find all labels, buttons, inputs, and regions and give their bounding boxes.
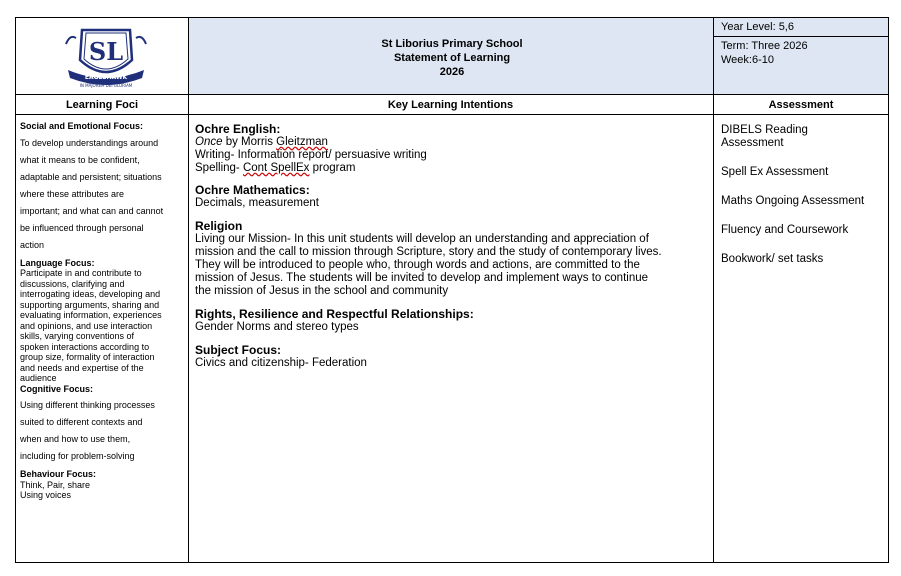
language-line: and needs and expertise of the [20, 362, 144, 373]
english-spelling [195, 162, 715, 175]
english-heading: Ochre English: [195, 122, 281, 136]
maths-text: Decimals, measurement [195, 197, 319, 209]
rights-heading: Rights, Resilience and Respectful Relationships: [195, 307, 474, 321]
week: Week:6-10 [721, 54, 774, 66]
fluency-assessment: Fluency and Coursework [721, 224, 849, 236]
school-crest-logo [56, 24, 156, 92]
spellex-assessment: Spell Ex Assessment [721, 166, 829, 178]
social-line: be influenced through personal [20, 222, 144, 233]
cognitive-line: Using different thinking processes [20, 400, 155, 410]
social-line: adaptable and persistent; situations [20, 171, 162, 182]
school-name: St Liborius Primary School [381, 38, 523, 50]
dibels-assessment-cont: Assessment [721, 137, 784, 149]
religion-line: mission of Jesus. The students will be invited to develop and implement ways to continue [195, 272, 649, 284]
language-line: interrogating ideas, developing and [20, 289, 161, 299]
key-learning-heading: Key Learning Intentions [387, 99, 514, 111]
language-line: Participate in and contribute to [20, 268, 142, 278]
novel-title: Once [195, 136, 223, 148]
religion-line: Living our Mission- In this unit students will develop an understanding and appreciation of [195, 233, 649, 245]
document-year: 2026 [439, 66, 465, 78]
dibels-assessment: DIBELS Reading [721, 124, 808, 136]
behaviour-focus-heading: Behaviour Focus: [20, 469, 97, 479]
crest-motto-top: EAGLEHAWK [84, 74, 128, 81]
subject-heading: Subject Focus: [195, 343, 282, 357]
english-writing: Writing- Information report/ persuasive writing [195, 149, 427, 161]
maths-heading: Ochre Mathematics: [195, 183, 310, 197]
header-title-block [190, 37, 714, 79]
novel-by: by Morris [222, 136, 277, 148]
social-line: what it means to be confident, [20, 154, 140, 165]
maths-assessment: Maths Ongoing Assessment [721, 195, 865, 207]
english-novel [195, 136, 715, 149]
assessment-heading: Assessment [768, 99, 834, 111]
language-line: evaluating information, experiences [20, 310, 162, 320]
spelling-prefix: Spelling- [195, 162, 243, 174]
row-divider [16, 114, 888, 115]
row-divider [16, 94, 888, 95]
language-line: and opinions, and use interaction [20, 320, 153, 331]
language-line: group size, formality of interaction [20, 352, 155, 362]
religion-heading: Religion [195, 219, 243, 233]
language-focus-heading: Language Focus: [20, 257, 95, 268]
religion-line: They will be introduced to people who, through words and actions, are committed to the [195, 259, 640, 271]
social-line: important; and what can and cannot [20, 205, 164, 216]
learning-foci-content [20, 121, 186, 501]
language-line: audience [20, 373, 57, 383]
novel-author: Gleitzman [276, 136, 328, 148]
crest-initials: SL [88, 37, 124, 66]
key-learning-content [195, 123, 715, 370]
bookwork-assessment: Bookwork/ set tasks [721, 253, 824, 265]
social-emotional-heading: Social and Emotional Focus: [20, 121, 144, 131]
language-line: supporting arguments, sharing and [20, 299, 160, 310]
cognitive-line: when and how to use them, [20, 434, 131, 444]
social-line: action [20, 239, 45, 250]
language-line: discussions, clarifying and [20, 278, 125, 289]
term: Term: Three 2026 [721, 40, 808, 52]
language-line: spoken interactions according to [20, 341, 150, 352]
row-divider [713, 36, 888, 37]
rights-text: Gender Norms and stereo types [195, 321, 359, 333]
document-title: Statement of Learning [393, 52, 511, 64]
behaviour-line: Using voices [20, 490, 72, 500]
learning-foci-heading: Learning Foci [65, 99, 139, 111]
year-level: Year Level: 5,6 [721, 21, 794, 33]
cognitive-focus-heading: Cognitive Focus: [20, 383, 94, 394]
social-line: To develop understandings around [20, 137, 159, 148]
language-line: skills, varying conventions of [20, 331, 135, 341]
cognitive-line: including for problem-solving [20, 451, 135, 461]
religion-line: the mission of Jesus in the school and community [195, 285, 449, 297]
assessment-content [721, 124, 891, 266]
crest-motto-bottom: IN MAJOREM DEI GLORIAM [79, 83, 133, 88]
religion-line: mission and the call to mission through Scripture, story and the study of contemporary lives. [195, 246, 662, 258]
spelling-program: Cont SpellEx [242, 162, 310, 174]
behaviour-line: Think, Pair, share [20, 479, 91, 490]
spelling-suffix: program [309, 162, 356, 174]
statement-table [15, 17, 889, 563]
cognitive-line: suited to different contexts and [20, 417, 143, 427]
subject-text: Civics and citizenship- Federation [195, 357, 367, 369]
social-line: where these attributes are [20, 188, 125, 199]
